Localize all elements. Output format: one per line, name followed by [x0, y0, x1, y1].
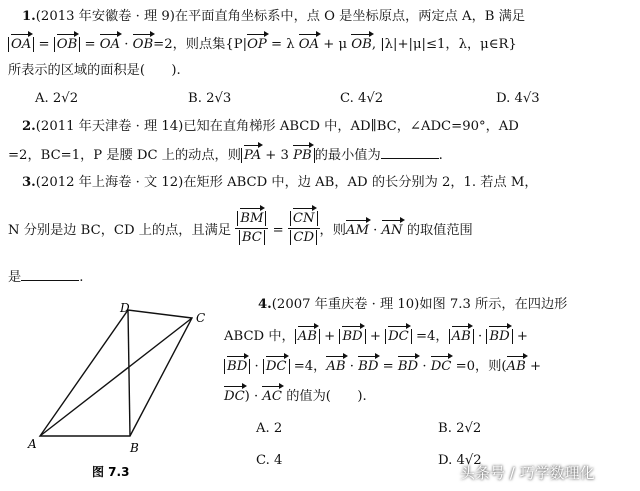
quad-abcd	[40, 310, 192, 436]
p4-option-d: D. 4√2	[438, 453, 482, 468]
p1-text2: =2，则点集{P|	[153, 37, 248, 52]
p3-line1	[22, 174, 538, 192]
p1-line3: 所表示的区域的面积是( ).	[8, 63, 181, 78]
p4-line2: ABCD 中， AB + BD + DC =4， AB · BD +	[224, 329, 528, 344]
figure-caption: 图 7.3	[92, 465, 130, 479]
p3-text2: N 分别是边 BC，CD 上的点，且满足	[8, 223, 232, 238]
p1-option-a: A. 2√2	[35, 91, 79, 106]
p4-line3: BD · DC =4，AB · BD = BD · DC =0，则(AB +	[224, 358, 541, 376]
abs-oa: OA	[8, 37, 34, 52]
vertex-d: D	[120, 301, 130, 315]
watermark: 头条号 / 巧学数理化	[460, 464, 595, 482]
diagonal-bd	[128, 310, 130, 436]
vertex-b: B	[130, 441, 139, 455]
p4-text3b: =0，则(	[455, 359, 507, 374]
p2-answer-blank[interactable]	[381, 146, 439, 159]
p1-text1: 在平面直角坐标系中，点 O 是坐标原点，两定点 A，B 满足	[174, 9, 526, 24]
p2-source: (2011 年天津卷 · 理 14)	[35, 119, 184, 134]
p2-text2: =2，BC=1，P 是腰 DC 上的动点，则	[8, 148, 241, 163]
p1-option-c: C. 4√2	[340, 91, 384, 106]
p3-text3: 是	[8, 270, 22, 285]
p4-eq2: =4，	[293, 359, 327, 374]
p3-line3	[8, 268, 83, 287]
p3-number: 3.	[22, 175, 36, 190]
p2-line2	[8, 146, 443, 165]
p4-option-a: A. 2	[256, 421, 283, 436]
p4-text2: ABCD 中，	[224, 329, 295, 344]
abs-ob: OB	[54, 37, 81, 52]
p3-line2: N 分别是边 BC，CD 上的点，且满足 $\frac{BM}{BC}$ = $\frac{CN}{CD}$ ，则AM · AN 的取值范围	[8, 211, 473, 245]
p4-source: (2007 年重庆卷 · 理 10)	[271, 297, 420, 312]
p3-text2c: 的取值范围	[406, 223, 473, 238]
p2-text2b: 的最小值为	[314, 148, 381, 163]
frac-cn-cd: $\frac{CN}{CD}$	[288, 210, 320, 247]
p4-text4: 的值为( ).	[286, 389, 367, 404]
p3-answer-blank[interactable]	[21, 268, 79, 281]
p3-end: .	[79, 270, 84, 285]
p1-source: (2013 年安徽卷 · 理 9)	[35, 9, 175, 24]
p1-line1	[22, 8, 525, 26]
p1-line2: OA = OB = OA · OB=2，则点集{P|OP = λ OA + μ OB, |λ|+|μ|≤1，λ，μ∈R}	[8, 36, 517, 54]
vertex-a: A	[28, 437, 37, 451]
p4-line4: DC) · AC 的值为( ).	[224, 389, 367, 404]
diagonal-ac	[40, 318, 192, 436]
p4-text1: 如图 7.3 所示，在四边形	[419, 297, 568, 312]
p1-number: 1.	[22, 9, 36, 24]
p3-source: (2012 年上海卷 · 文 12)	[35, 175, 184, 190]
p4-number: 4.	[258, 297, 272, 312]
p4-option-c: C. 4	[256, 453, 283, 468]
p4-option-b: B. 2√2	[438, 421, 482, 436]
p2-number: 2.	[22, 119, 36, 134]
p4-eq1: =4，	[415, 329, 449, 344]
figure-7-3	[22, 300, 222, 480]
p1-option-b: B. 2√3	[188, 91, 232, 106]
p1-text2b: |λ|+|μ|≤1，λ，μ∈R}	[380, 37, 517, 52]
vertex-c: C	[196, 311, 206, 325]
frac-bm-bc: $\frac{BM}{BC}$	[235, 210, 268, 247]
p3-text1: 在矩形 ABCD 中，边 AB，AD 的长分别为 2，1. 若点 M，	[183, 175, 538, 190]
p1-option-d: D. 4√3	[496, 91, 540, 106]
abs-pa-3pb: PA + 3 PB	[241, 148, 315, 163]
p2-text1: 已知在直角梯形 ABCD 中，AD∥BC，∠ADC=90°，AD	[183, 119, 519, 134]
p3-text2b: ，则	[319, 223, 346, 238]
p2-end: .	[438, 148, 443, 163]
p2-line1	[22, 118, 519, 136]
p4-line1	[258, 296, 567, 314]
